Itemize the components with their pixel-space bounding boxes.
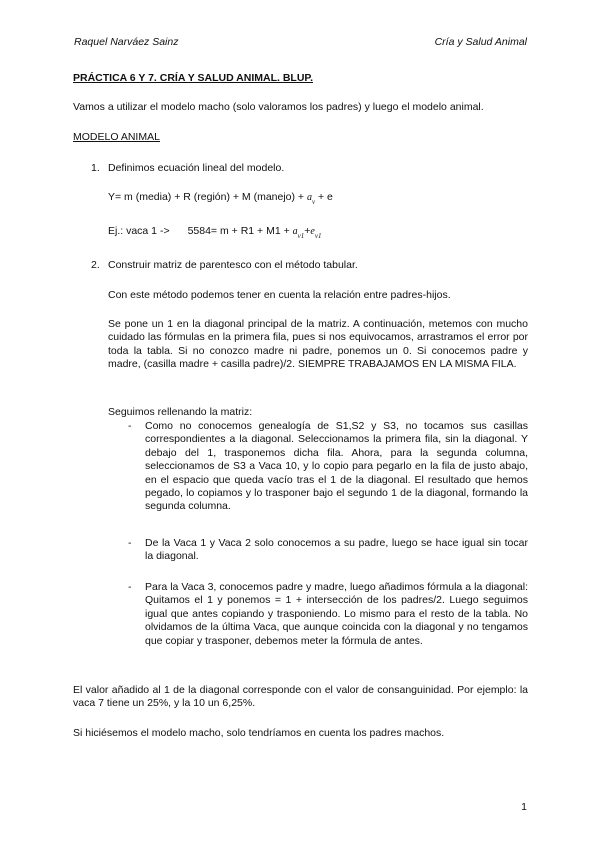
formula-main-text: Y= m (media) + R (región) + M (manejo) +	[108, 191, 307, 203]
bullet-2: De la Vaca 1 y Vaca 2 solo conocemos a su padre, luego se hace igual sin tocar la diagonal.	[145, 537, 528, 563]
step-2-text: Construir matriz de parentesco con el método tabular.	[108, 259, 358, 271]
page-number: 1	[521, 801, 527, 813]
formula-example	[108, 225, 321, 240]
formula-example-text: 5584= m + R1 + M1 +	[187, 225, 293, 237]
step-2-para-1: Con este método podemos tener en cuenta la relación entre padres-hijos.	[108, 289, 451, 301]
step-2-para-2: Se pone un 1 en la diagonal principal de la matriz. A continuación, metemos con mucho cuidado las fórmulas en la primera fila, pues si nos equivocamos, arrastramos el error por toda la tabla. Si no conozco madre ni padre, ponemos un 0. Si conocemos padre y madre, (casilla madre + casilla padre)/2. SIEMPRE TRABAJAMOS EN LA MISMA FILA.	[108, 318, 528, 371]
bullet-marker: -	[128, 581, 132, 593]
step-1-number: 1.	[91, 162, 100, 174]
step-1-text: Definimos ecuación lineal del modelo.	[108, 162, 285, 174]
step-2-number: 2.	[91, 259, 100, 271]
document-title: PRÁCTICA 6 Y 7. CRÍA Y SALUD ANIMAL. BLUP.	[73, 72, 313, 84]
bullet-marker: -	[128, 537, 132, 549]
formula-main-tail: + e	[315, 191, 333, 203]
section-heading: MODELO ANIMAL	[73, 131, 160, 143]
formula-example-sub-e: v1	[314, 232, 322, 240]
intro-paragraph: Vamos a utilizar el modelo macho (solo valoramos los padres) y luego el modelo animal.	[73, 101, 484, 113]
closing-paragraph-2: Si hiciésemos el modelo macho, solo tendríamos en cuenta los padres machos.	[73, 727, 445, 739]
formula-example-var-e: e	[310, 226, 315, 237]
formula-main	[108, 191, 333, 206]
formula-example-label: Ej.: vaca 1 ->	[108, 225, 170, 237]
bullet-marker: -	[128, 420, 132, 432]
formula-example-var-a: a	[292, 226, 298, 237]
formula-main-var: a	[306, 192, 312, 203]
header-course: Cría y Salud Animal	[434, 36, 527, 48]
header-author: Raquel Narváez Sainz	[74, 36, 179, 48]
formula-example-sub-a: v1	[297, 232, 305, 240]
bullet-1: Como no conocemos genealogía de S1,S2 y S3, no tocamos sus casillas correspondientes a la diagonal. Seleccionamos la primera fila, sin la diagonal. Y debajo del 1, trasponemos dicha fila. Ahora, para la segunda columna, seleccionamos de S3 a Vaca 10, y lo copio para pegarlo en la fila de justo abajo, en el espacio que queda vacío tras el 1 de la diagonal. El resultado que hemos pegado, lo copiamos y lo trasponer bajo el segundo 1 de la diagonal, formando la segunda columna.	[145, 420, 528, 513]
formula-example-plus: +	[304, 225, 311, 237]
formula-main-sub: v	[311, 198, 316, 206]
closing-paragraph-1: El valor añadido al 1 de la diagonal corresponde con el valor de consanguinidad. Por ejemplo: la vaca 7 tiene un 25%, y la 10 un 6,25%.	[73, 684, 528, 710]
step-2-para-3: Seguimos rellenando la matriz:	[108, 406, 253, 418]
bullet-3: Para la Vaca 3, conocemos padre y madre, luego añadimos fórmula a la diagonal: Quitamos el 1 y ponemos = 1 + intersección de los padres/2. Luego seguimos igual que antes copiando y trasponiendo. Lo mismo para el resto de la tabla. No olvidamos de la última Vaca, que aunque coincida con la diagonal y no tengamos que copiar y trasponer, debemos meter la fórmula de antes.	[145, 581, 528, 647]
